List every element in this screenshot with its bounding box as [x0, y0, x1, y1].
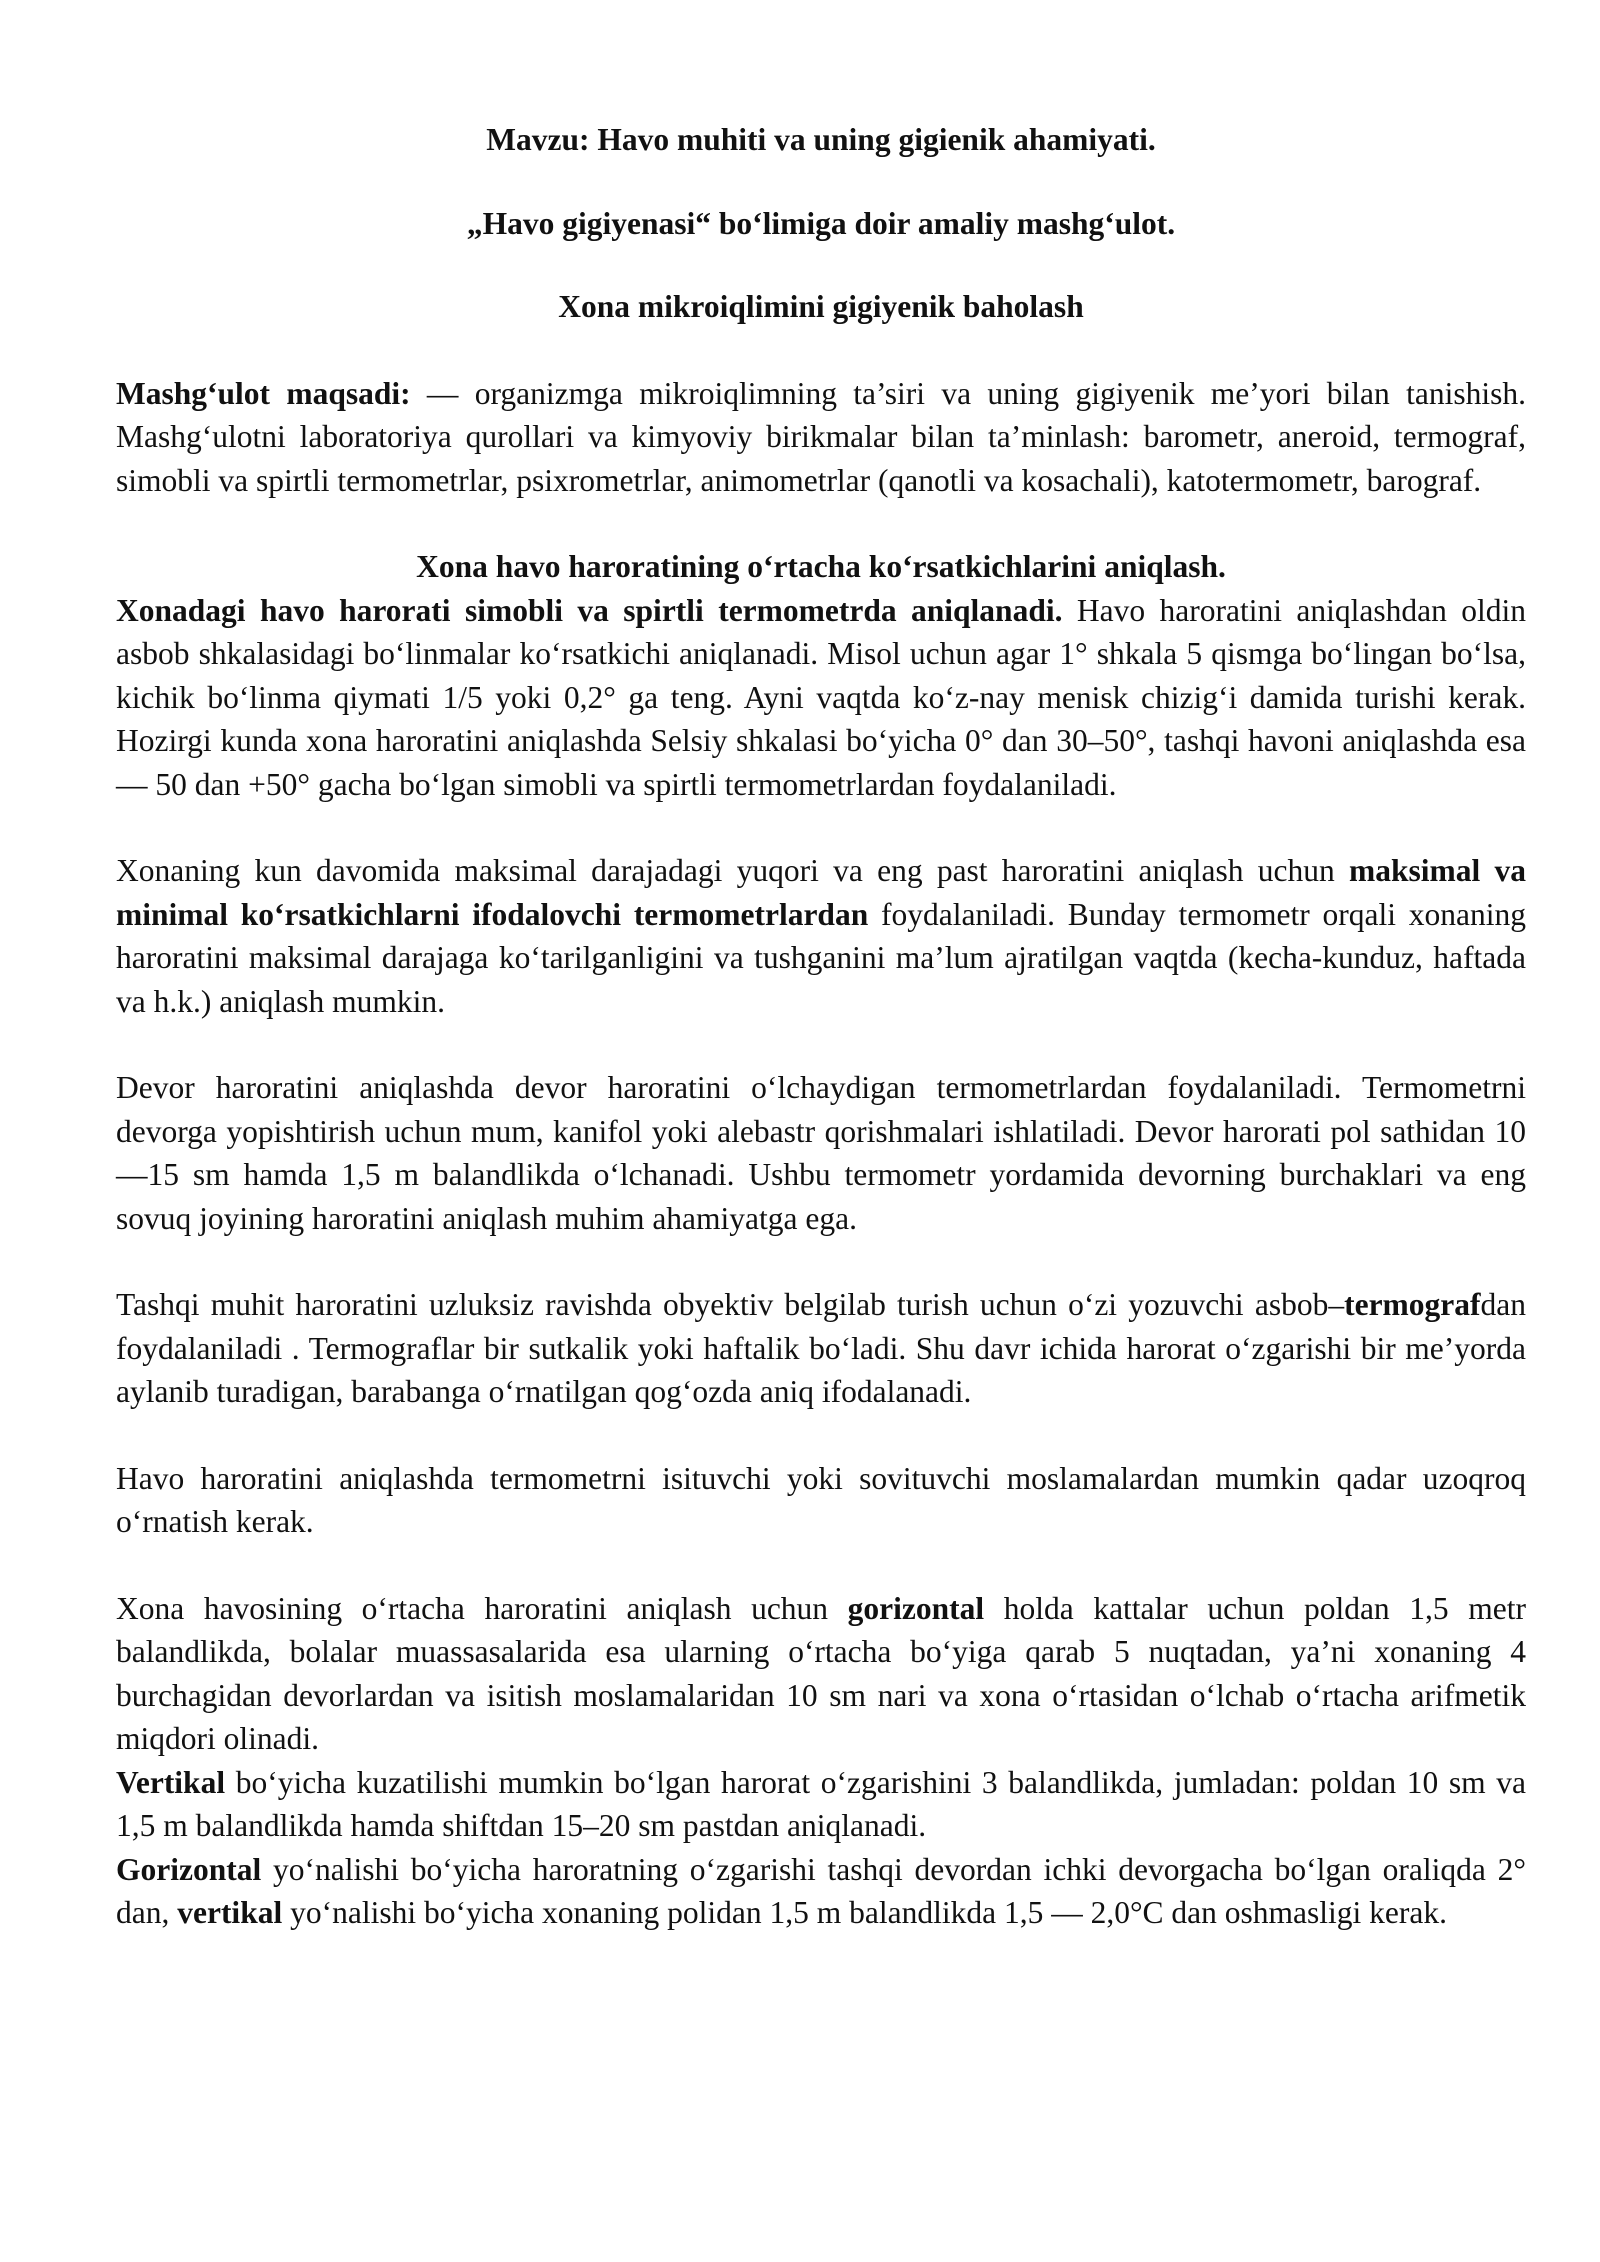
paragraph-thermograph-bold: termograf — [1344, 1287, 1481, 1322]
purpose-label: Mashg‘ulot maqsadi: — [116, 375, 411, 411]
paragraph-vertical-text: bo‘yicha kuzatilishi mumkin bo‘lgan harorat o‘zgarishini 3 balandlikda, jumladan: poldan 10 sm va 1,5 m balandlikda hamda shiftdan 15–20 sm pastdan aniqlanadi. — [116, 1764, 1526, 1843]
paragraph-limits-text-1: yo‘nalishi bo‘yicha haroratning o‘zgarishi tashqi devordan ichki devorgacha bo‘lgan oraliqda 2° dan, — [116, 1851, 1526, 1930]
paragraph-horizontal-before: Xona havosining o‘rtacha haroratini aniqlash uchun — [116, 1590, 848, 1626]
paragraph-thermograph-after: dan foydalaniladi . Termograflar bir sutkalik yoki haftalik bo‘ladi. Shu davr ichida harorat o‘zgarishi bir me’yorda aylanib turadigan, barabanga o‘rnatilgan qog‘ozda aniq ifodalanadi. — [116, 1287, 1526, 1409]
temperature-heading: Xona havo haroratining o‘rtacha ko‘rsatkichlarini aniqlash. — [416, 549, 1226, 584]
purpose-paragraph — [116, 372, 1526, 503]
purpose-text: — organizmga mikroiqlimning ta’siri va uning gigiyenik me’yori bilan tanishish. Mashg‘ulotni laboratoriya qurollari va kimyoviy birikmalar bilan ta’minlash: barometr, aneroid, termograf, simobli va spirtli termometrlar, psixrometrlar, animometrlar (qanotli va kosachali), katotermometr, barograf. — [116, 375, 1526, 498]
paragraph-limits-bold-2: vertikal — [177, 1895, 283, 1930]
paragraph-horizontal — [116, 1587, 1526, 1761]
paragraph-vertical — [116, 1761, 1526, 1848]
paragraph-max-min-after: foydalaniladi. Bunday termometr orqali xonaning haroratini maksimal darajaga ko‘tarilganligini va tushganini ma’lum ajratilgan vaqtda (kecha-kunduz, haftada va h.k.) aniqlash mumkin. — [116, 896, 1526, 1019]
paragraph-thermometer — [116, 589, 1526, 807]
topic-title: Mavzu: Havo muhiti va uning gigienik ahamiyati. — [486, 122, 1156, 157]
document-page — [116, 118, 1526, 1935]
subject-title: Xona mikroiqlimini gigiyenik baholash — [558, 289, 1084, 324]
paragraph-wall-temperature: Devor haroratini aniqlashda devor haroratini o‘lchaydigan termometrlardan foydalaniladi. Termometrni devorga yopishtirish uchun mum, kanifol yoki alebastr qorishmalari ishlatiladi. Devor harorati pol sathidan 10—15 sm hamda 1,5 m balandlikda o‘lchanadi. Ushbu termometr yordamida devorning burchaklari va eng sovuq joyining haroratini aniqlash muhim ahamiyatga ega. — [116, 1070, 1526, 1236]
paragraph-thermograph — [116, 1283, 1526, 1414]
paragraph-max-min — [116, 849, 1526, 1023]
paragraph-horizontal-after: holda kattalar uchun poldan 1,5 metr balandlikda, bolalar muassasalarida esa ularning o‘rtacha bo‘yiga qarab 5 nuqtadan, ya’ni xonaning 4 burchagidan devorlardan va isitish moslamalaridan 10 sm nari va xona o‘rtasidan o‘lchab o‘rtacha arifmetik miqdori olinadi. — [116, 1590, 1526, 1756]
paragraph-placement: Havo haroratini aniqlashda termometrni isituvchi yoki sovituvchi moslamalardan mumkin qadar uzoqroq o‘rnatish kerak. — [116, 1460, 1526, 1539]
paragraph-limits-bold-1: Gorizontal — [116, 1851, 262, 1887]
paragraph-max-min-before: Xonaning kun davomida maksimal darajadagi yuqori va eng past haroratini aniqlash uchun — [116, 853, 1349, 888]
paragraph-limits-text-2: yo‘nalishi bo‘yicha xonaning polidan 1,5 m balandlikda 1,5 — 2,0°C dan oshmasligi kerak. — [282, 1895, 1447, 1930]
paragraph-thermometer-bold: Xonadagi havo harorati simobli va spirtli termometrda aniqlanadi. — [116, 592, 1063, 628]
paragraph-limits — [116, 1848, 1526, 1935]
paragraph-vertical-bold: Vertikal — [116, 1764, 226, 1800]
paragraph-thermometer-text: Havo haroratini aniqlashdan oldin asbob shkalasidagi bo‘linmalar ko‘rsatkichi aniqlanadi. Misol uchun agar 1° shkala 5 qismga bo‘lingan bo‘lsa, kichik bo‘linma qiymati 1/5 yoki 0,2° ga teng. Ayni vaqtda ko‘z-nay menisk chizig‘i damida turishi kerak. Hozirgi kunda xona haroratini aniqlashda Selsiy shkalasi bo‘yicha 0° dan 30–50°, tashqi havoni aniqlashda esa — 50 dan +50° gacha bo‘lgan simobli va spirtli termometrlardan foydalaniladi. — [116, 592, 1526, 802]
paragraph-max-min-bold: maksimal va minimal ko‘rsatkichlarni ifodalovchi termometrlardan — [116, 853, 1526, 932]
paragraph-horizontal-bold: gorizontal — [847, 1590, 985, 1626]
section-title: „Havo gigiyenasi“ bo‘limiga doir amaliy mashg‘ulot. — [466, 205, 1176, 241]
paragraph-thermograph-before: Tashqi muhit haroratini uzluksiz ravishda obyektiv belgilab turish uchun o‘zi yozuvchi asbob– — [116, 1287, 1345, 1322]
